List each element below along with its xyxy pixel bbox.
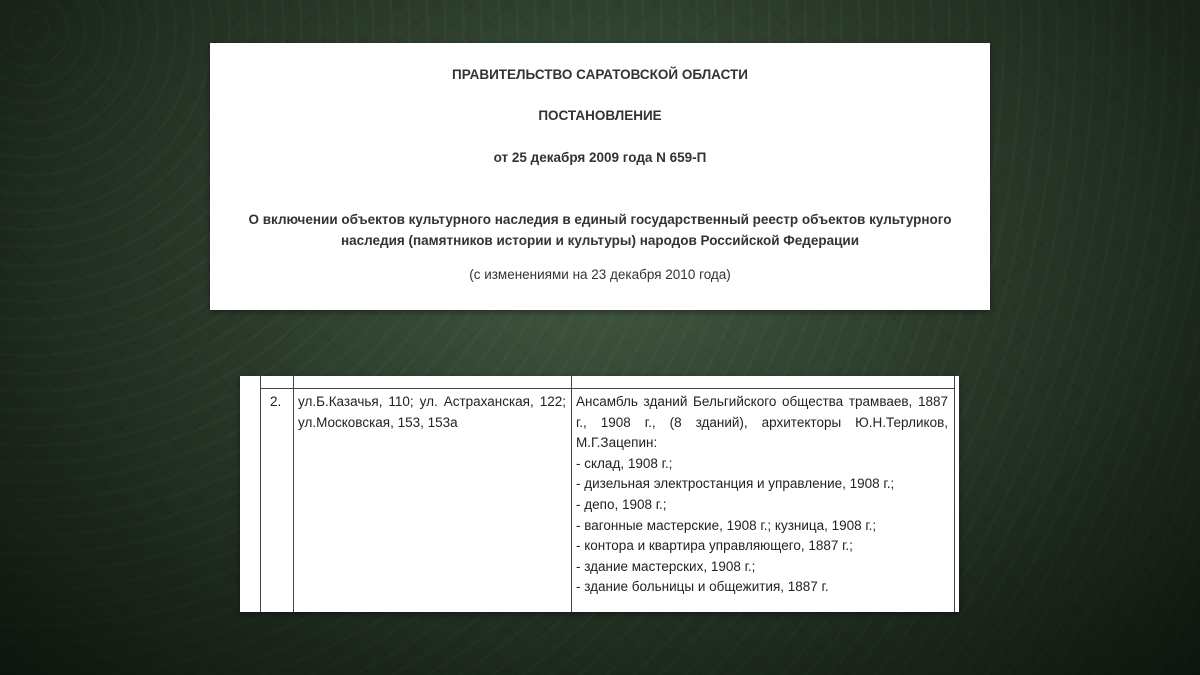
list-item: - дизельная электростанция и управление, 1908 г.; — [576, 476, 895, 492]
table-border-col1 — [293, 376, 294, 612]
table-border-left — [260, 376, 261, 612]
government-name: ПРАВИТЕЛЬСТВО САРАТОВСКОЙ ОБЛАСТИ — [452, 67, 748, 82]
table-cell-description — [576, 392, 948, 598]
table-cell-address: ул.Б.Казачья, 110; ул. Астраханская, 122; ул.Московская, 153, 153а — [298, 394, 566, 430]
table-row-border — [260, 388, 955, 389]
table-border-right — [954, 376, 955, 612]
document-type: ПОСТАНОВЛЕНИЕ — [538, 108, 662, 123]
list-item: - склад, 1908 г.; — [576, 455, 673, 471]
list-item: - здание мастерских, 1908 г.; — [576, 558, 756, 574]
table-border-col2 — [571, 376, 572, 612]
table-cell-number: 2. — [270, 394, 282, 409]
heritage-table-excerpt — [240, 376, 959, 612]
document-subject: О включении объектов культурного наследия в единый государственный реестр объектов культурного наследия (памятников истории и культуры) народов Российской Федерации — [248, 212, 952, 248]
ensemble-title: Ансамбль зданий Бельгийского общества трамваев, 1887 г., 1908 г., (8 зданий), архитекторы Ю.Н.Терликов, М.Г.Зацепин: — [576, 394, 948, 451]
document-date-number: от 25 декабря 2009 года N 659-П — [493, 150, 707, 165]
list-item: - депо, 1908 г.; — [576, 496, 667, 512]
document-header-card — [210, 43, 990, 310]
list-item: - контора и квартира управляющего, 1887 г.; — [576, 538, 853, 554]
amendment-note: (с изменениями на 23 декабря 2010 года) — [469, 267, 731, 282]
list-item: - здание больницы и общежития, 1887 г. — [576, 579, 829, 595]
list-item: - вагонные мастерские, 1908 г.; кузница, 1908 г.; — [576, 517, 877, 533]
building-list — [576, 454, 948, 598]
